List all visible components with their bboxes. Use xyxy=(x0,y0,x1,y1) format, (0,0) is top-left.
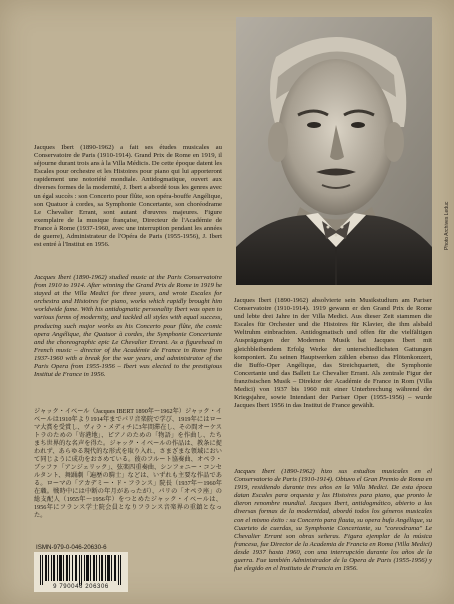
portrait-photo xyxy=(236,17,432,285)
biography-german: Jacques Ibert (1890-1962) absolvierte sein Musikstudium am Pariser Conservatoire (1910-1914). 1919 gewann er den Grand Prix de Rome und lebte drei Jahre in der Villa Medici. Aus dieser Zeit stammen die Escales für Orchester und die Histoires für Klavier, die ihm alsbald Weltruhm einbrachten. Antidogmatisch und offen für die vielfältigen Ausprägungen der Modernen Musik hat Jacques Ibert mit gleichbleibendem Erfolg Werke der unterschiedlichsten Gattungen komponiert. Zu seinen Hauptwerken zählen ebenso das Flötenkonzert, die Buffo-Oper Angélique, das Streichquartett, die Symphonie Concertante und das Ballett Le Chevalier Errant. Als zentrale Figur der französischen Musik – Direktor der Académie de France in Rom (Villa Medici) von 1937 bis 1960 mit einer Unterbrechung während der Kriegsjahre, sowie Intendant der Pariser Oper (1955-1956) – wurde Jacques Ibert 1956 in das Institut de France gewählt. xyxy=(234,297,432,410)
barcode xyxy=(34,552,128,592)
barcode-digits: 9 790046 206306 xyxy=(53,584,109,590)
isbn-label: ISMN-979-0-046-20630-6 xyxy=(36,544,107,551)
photo-credit: Photo Archives Leduc xyxy=(444,201,450,250)
biography-english: Jacques Ibert (1890-1962) studied music at the Paris Conservatoire from 1910 to 1914. After winning the Grand Prix de Rome in 1919 he stayed at the Villa Medici for three years, and wrote Escales for orchestra and Histoires for piano, works which rapidly brought him worldwide fame. With his antidogmatic personality Ibert was open to various forms of modernity, and tackled all styles with equal success, producing such major works as his Concerto pour flûte, the comic opera Angélique, the Quatuor à cordes, the Symphonie Concertante and the choreographic epic Le Chevalier Errant. As a figurehead in French music – director of the Académie de France in Rome from 1937-1960 with a break for the war years, and administrator of the Paris Opera from 1955-1956 – Ibert was elected to the prestigious Institut de France in 1956. xyxy=(34,274,222,379)
biography-spanish: Jacques Ibert (1890-1962) hizo sus estudios musicales en el Conservatorio de Paris (1910-1914). Obtuvo el Gran Premio de Roma en 1919, residiendo durante tres años en la Villa Medici. De esta época datan Escales para orquesta y las Histoires para piano, que pronto le dieron renombre mundial. Jacques Ibert, antidogmático, abierto a las diversas formas de la modernidad, abordó todos los géneros musicales con el mismo éxito : su Concerto para flauta, su opera bufa Angélique, su Cuarteto de cuerdas, su Symphonie Concertante, su "coreodrama" Le Chevalier Errant son obras señeras. Figura ejemplar de la música francesa, fue Director de la Academia de Francia en Roma (Villa Medici) desde 1937 hasta 1960, con una interrupción durante los años de la guerra. Fue también Administrador de la Opera de Paris (1955-1956) y fue elegido en el Instituto de Francia en 1956. xyxy=(234,468,432,573)
biography-japanese: ジャック・イベール（Jacques IBERT 1890年〜1962年）ジャック・イベールは1910年より1914年までパリ音楽院で学び、1919年にはローマ大賞を受賞し、ヴィラ・メディチに3年間滞在し、その間オーケストラのための「寄港地」、ピアノのための「物語」を作曲し、たちまち世界的な名声を得た。ジャック・イベールの作品は、教条に捉われず、あらゆる現代的な形式を取り入れ、さまざまな領域において同じように成功をおさめている。彼のフルート協奏曲、オペラ・ブッファ「アンジェリック」、弦楽四重奏曲、シンフォニー・コンセルタント、舞踊劇「遍歴の騎士」などは、いずれも主要な作品である。ローマの「アカデミー・ド・フランス」院長（1937年〜1960年在職。戦時中には中断の年月があったが）、パリの「オペラ座」の総支配人（1955年〜1956年）をつとめたジャック・イベールは、1956年にフランス学士院会員となりフランス音楽界の重鎮となった。 xyxy=(34,408,222,519)
biography-french: Jacques Ibert (1890-1962) a fait ses études musicales au Conservatoire de Paris (1910-1914). Grand Prix de Rome en 1919, il séjourne durant trois ans à la Villa Médicis. De cette époque datent les Escales pour orchestre et les Histoires pour piano qui lui apporteront rapidement une notoriété mondiale. Antidogmatique, ouvert aux diverses formes de la modernité, J. Ibert a abordé tous les genres avec un égal succès : son Concerto pour flûte, son opéra-bouffe Angélique, son Quatuor à cordes, sa Symphonie Concertante, son choréodrame Le Chevalier Errant, sont autant d'œuvres majeures. Figure exemplaire de la musique française, Directeur de l'Académie de France à Rome (1937-1960, avec une interruption pendant les années de guerre), Administrateur de l'Opéra de Paris (1955-1956), J. Ibert est entré à l'Institut en 1956. xyxy=(34,144,222,249)
barcode-bars xyxy=(40,555,122,585)
portrait-illustration xyxy=(236,17,432,285)
